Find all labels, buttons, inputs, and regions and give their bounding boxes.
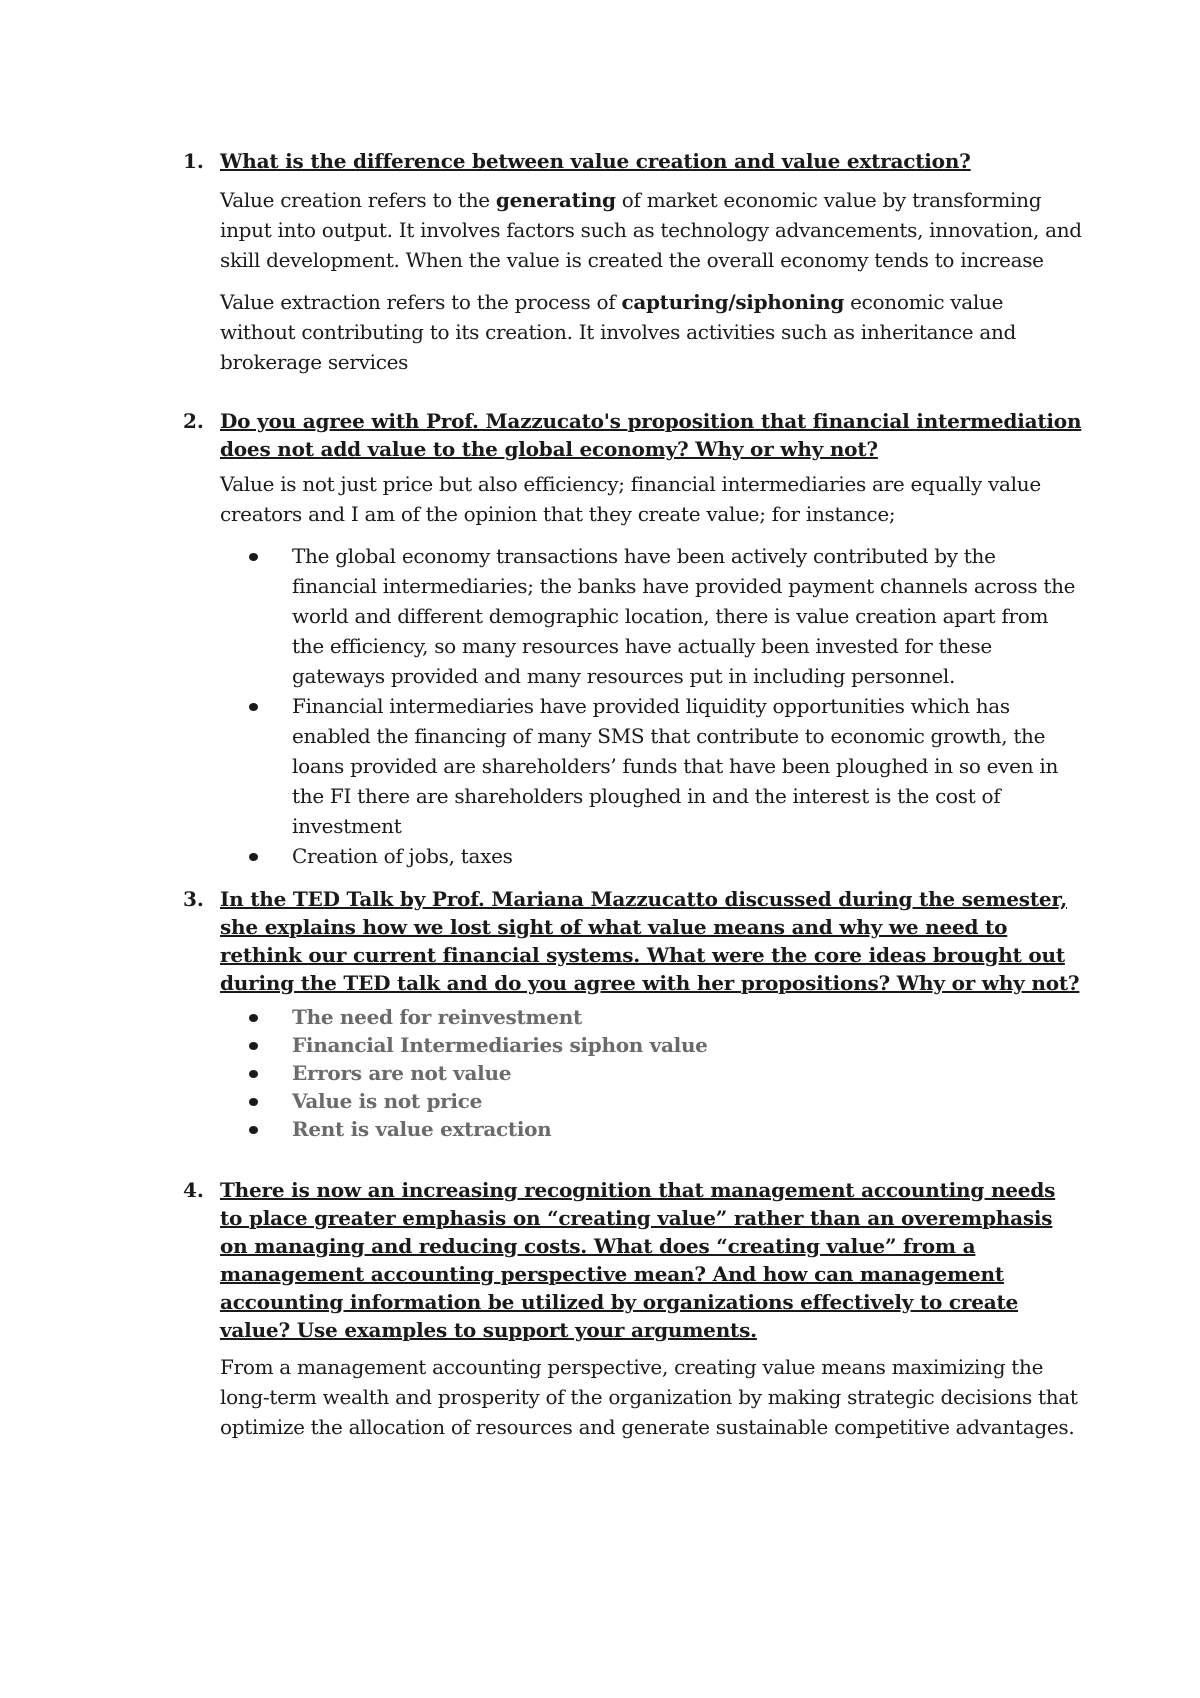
question-1 <box>183 147 1083 377</box>
list-item-text: The need for reinvestment <box>292 1005 582 1029</box>
question-4 <box>183 1176 1083 1442</box>
bullet-icon <box>249 1042 258 1050</box>
list-item-text: Value is not price <box>292 1089 482 1113</box>
bullet-icon <box>249 1070 258 1078</box>
list-item-text: Financial intermediaries have provided liquidity opportunities which has enabled the financing of many SMS that contribute to economic growth, the loans provided are shareholders’ funds that have been ploughed in so even in the FI there are shareholders ploughed in and the interest is the cost of investment <box>292 694 1059 838</box>
bold-term: capturing/siphoning <box>621 290 845 314</box>
list-item <box>264 1031 1083 1059</box>
bullet-list <box>264 541 1083 871</box>
question-title: There is now an increasing recognition that management accounting needs to place greater emphasis on “creating value” rather than an overemphasis on managing and reducing costs. What does “creating value” from a management accounting perspective mean? And how can management accounting information be utilized by organizations effectively to create value? Use examples to support your arguments. <box>220 1178 1056 1342</box>
bullet-icon <box>249 1126 258 1134</box>
text-run: Value creation refers to the <box>220 188 496 212</box>
answer-paragraph: From a management accounting perspective, creating value means maximizing the long-term wealth and prosperity of the organization by making strategic decisions that optimize the allocation of resources and generate sustainable competitive advantages. <box>220 1355 1078 1439</box>
list-item-text: The global economy transactions have been actively contributed by the financial intermediaries; the banks have provided payment channels across the world and different demographic location, there is value creation apart from the efficiency, so many resources have actually been invested for these gateways provided and many resources put in including personnel. <box>292 544 1076 688</box>
list-item <box>264 1087 1083 1115</box>
answer-paragraph <box>220 287 1083 377</box>
bullet-icon <box>249 1098 258 1106</box>
bullet-icon <box>249 853 258 861</box>
list-item-text: Creation of jobs, taxes <box>292 844 513 868</box>
bullet-icon <box>249 1014 258 1022</box>
bullet-icon <box>249 703 258 711</box>
list-item <box>264 1115 1083 1143</box>
answer-paragraph <box>220 185 1083 275</box>
list-item <box>264 691 1083 841</box>
question-3 <box>183 885 1083 1143</box>
text-run: Value extraction refers to the process of <box>220 290 622 314</box>
bullet-icon <box>249 553 258 561</box>
question-number: 4. <box>183 1178 204 1202</box>
list-item <box>264 841 1083 871</box>
question-title: Do you agree with Prof. Mazzucato's proposition that financial intermediation does not add value to the global economy? Why or why not? <box>220 409 1082 461</box>
text-run: of market economic value by transforming input into output. It involves factors such as technology advancements, innovation, and skill development. When the value is created the overall economy tends to increase <box>220 188 1082 272</box>
bullet-list <box>264 1003 1083 1143</box>
question-number: 3. <box>183 887 204 911</box>
question-number: 2. <box>183 409 204 433</box>
question-title: In the TED Talk by Prof. Mariana Mazzucatto discussed during the semester, she explains how we lost sight of what value means and why we need to rethink our current financial systems. What were the core ideas brought out during the TED talk and do you agree with her propositions? Why or why not? <box>220 887 1080 995</box>
list-item-text: Errors are not value <box>292 1061 512 1085</box>
list-item <box>264 541 1083 691</box>
bold-term: generating <box>495 188 616 212</box>
list-item-text: Rent is value extraction <box>292 1117 552 1141</box>
question-2 <box>183 407 1083 871</box>
question-title: What is the difference between value creation and value extraction? <box>220 149 971 173</box>
question-number: 1. <box>183 149 204 173</box>
list-item <box>264 1003 1083 1031</box>
text-run: economic value without contributing to its creation. It involves activities such as inheritance and brokerage services <box>220 290 1017 374</box>
answer-paragraph: Value is not just price but also efficiency; financial intermediaries are equally value creators and I am of the opinion that they create value; for instance; <box>220 472 1041 526</box>
list-item <box>264 1059 1083 1087</box>
list-item-text: Financial Intermediaries siphon value <box>292 1033 708 1057</box>
